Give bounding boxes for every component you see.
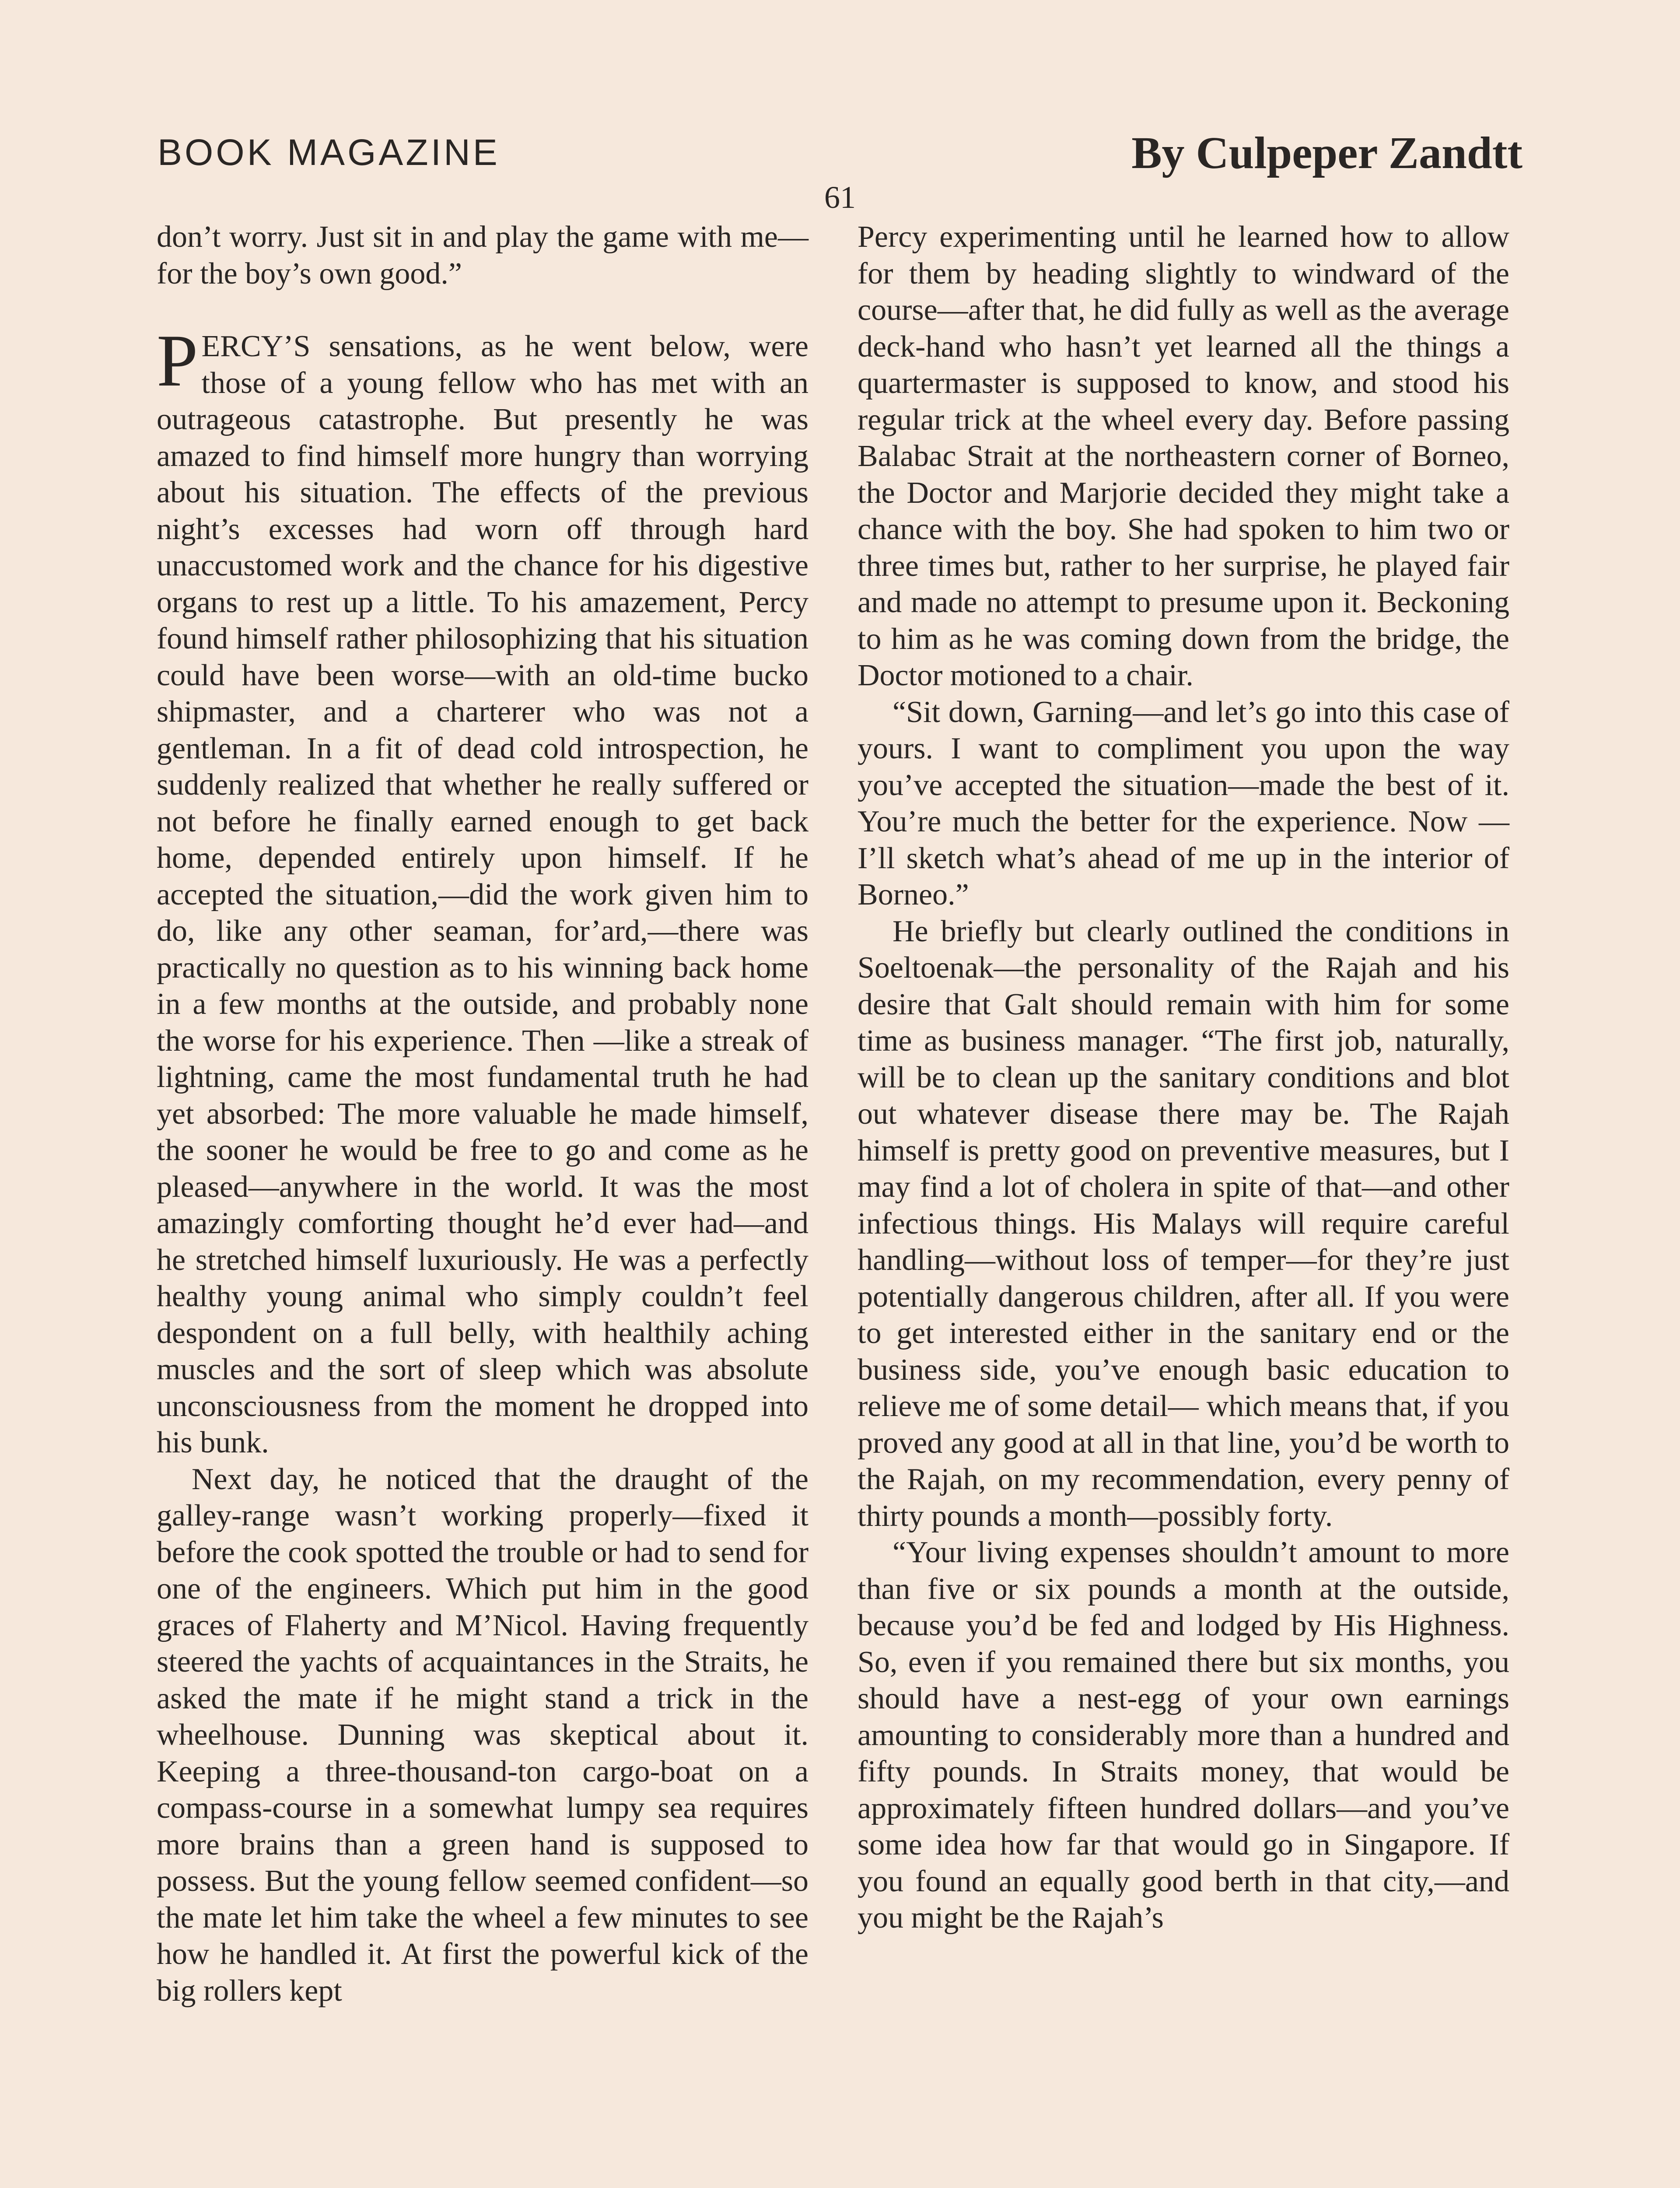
page-number: 61	[824, 180, 856, 215]
paragraph: Percy experimenting until he learned how to allow for them by heading slightly to windward of the course—after that, he did fully as well as the average deck-hand who hasn’t yet learned all the things a quartermaster is supposed to know, and stood his regular trick at the wheel every day. Before passing Balabac Strait at the northeastern corner of Borneo, the Doctor and Marjorie decided they might take a chance with the boy. She had spoken to him two or three times but, rather to her surprise, he played fair and made no attempt to presume upon it. Beckoning to him as he was coming down from the bridge, the Doctor motioned to a chair.	[858, 220, 1509, 692]
paragraph: He briefly but clearly outlined the conditions in Soeltoenak—the personality of the Rajah and his desire that Galt should remain with him for some time as business manager. “The first job, naturally, will be to clean up the sanitary conditions and blot out whatever disease there may be. The Rajah himself is pretty good on preventive measures, but I may find a lot of cholera in spite of that—and other infectious things. His Malays will require careful handling—without loss of temper—for they’re just potentially dangerous children, after all. If you were to get interested either in the sanitary end or the business side, you’ve enough basic education to relieve me of some detail— which means that, if you proved any good at all in that line, you’d be worth to the Rajah, on my recommendation, every penny of thirty pounds a month—possibly forty.	[858, 914, 1509, 1533]
paragraph-with-dropcap	[157, 319, 808, 1461]
paragraph-text: ERCY’S sensations, as he went below, were those of a young fellow who has met with an outrageous catastrophe. But presently he was amazed to find himself more hungry than worrying about his situation. The effects of the previous night’s excesses had worn off through hard unaccustomed work and the chance for his digestive organs to rest up a little. To his amazement, Percy found himself rather philosophizing that his situation could have been worse—with an old-time bucko shipmaster, and a charterer who was not a gentleman. In a fit of dead cold introspection, he suddenly realized that whether he really suffered or not before he finally earned enough to get back home, depended entirely upon himself. If he accepted the situation,—did the work given him to do, like any other seaman, for’ard,—there was practically no question as to his winning back home in a few months at the outside, and probably none the worse for his experience. Then —like a streak of lightning, came the most fundamental truth he had yet absorbed: The more valuable he made himself, the sooner he would be free to go and come as he pleased—anywhere in the world. It was the most amazingly comforting thought he’d ever had—and he stretched himself luxuriously. He was a perfectly healthy young animal who simply couldn’t feel despondent on a full belly, with healthily aching muscles and the sort of sleep which was absolute unconsciousness from the moment he dropped into his bunk.	[157, 330, 808, 1459]
paragraph: Next day, he noticed that the draught of the galley-range wasn’t working properly—fixed it before the cook spotted the trouble or had to send for one of the engineers. Which put him in the good graces of Flaherty and M’Nicol. Having frequently steered the yachts of acquaintances in the Straits, he asked the mate if he might stand a trick in the wheelhouse. Dunning was skeptical about it. Keeping a three-thousand-ton cargo-boat on a compass-course in a somewhat lumpy sea requires more brains than a green hand is supposed to possess. But the young fellow seemed confident—so the mate let him take the wheel a few minutes to see how he handled it. At first the powerful kick of the big rollers kept	[157, 1462, 808, 2008]
paragraph: “Your living expenses shouldn’t amount to more than five or six pounds a month at the outside, because you’d be fed and lodged by His Highness. So, even if you remained there but six months, you should have a nest-egg of your own earnings amounting to considerably more than a hundred and fifty pounds. In Straits money, that would be approximately fifteen hundred dollars—and you’ve some idea how far that would go in Singapore. If you found an equally good berth in that city,—and you might be the Rajah’s	[858, 1536, 1509, 1935]
paragraph: don’t worry. Just sit in and play the game with me—for the boy’s own good.”	[157, 220, 808, 291]
left-column	[157, 219, 808, 2009]
drop-cap: P	[157, 319, 198, 402]
magazine-title: BOOK MAGAZINE	[158, 132, 500, 173]
author-byline: By Culpeper Zandtt	[1131, 128, 1522, 178]
right-column	[858, 219, 1509, 1936]
paragraph: “Sit down, Garning—and let’s go into this case of yours. I want to compliment you upon the way you’ve accepted the situation—made the best of it. You’re much the better for the experience. Now —I’ll sketch what’s ahead of me up in the interior of Borneo.”	[858, 695, 1509, 912]
